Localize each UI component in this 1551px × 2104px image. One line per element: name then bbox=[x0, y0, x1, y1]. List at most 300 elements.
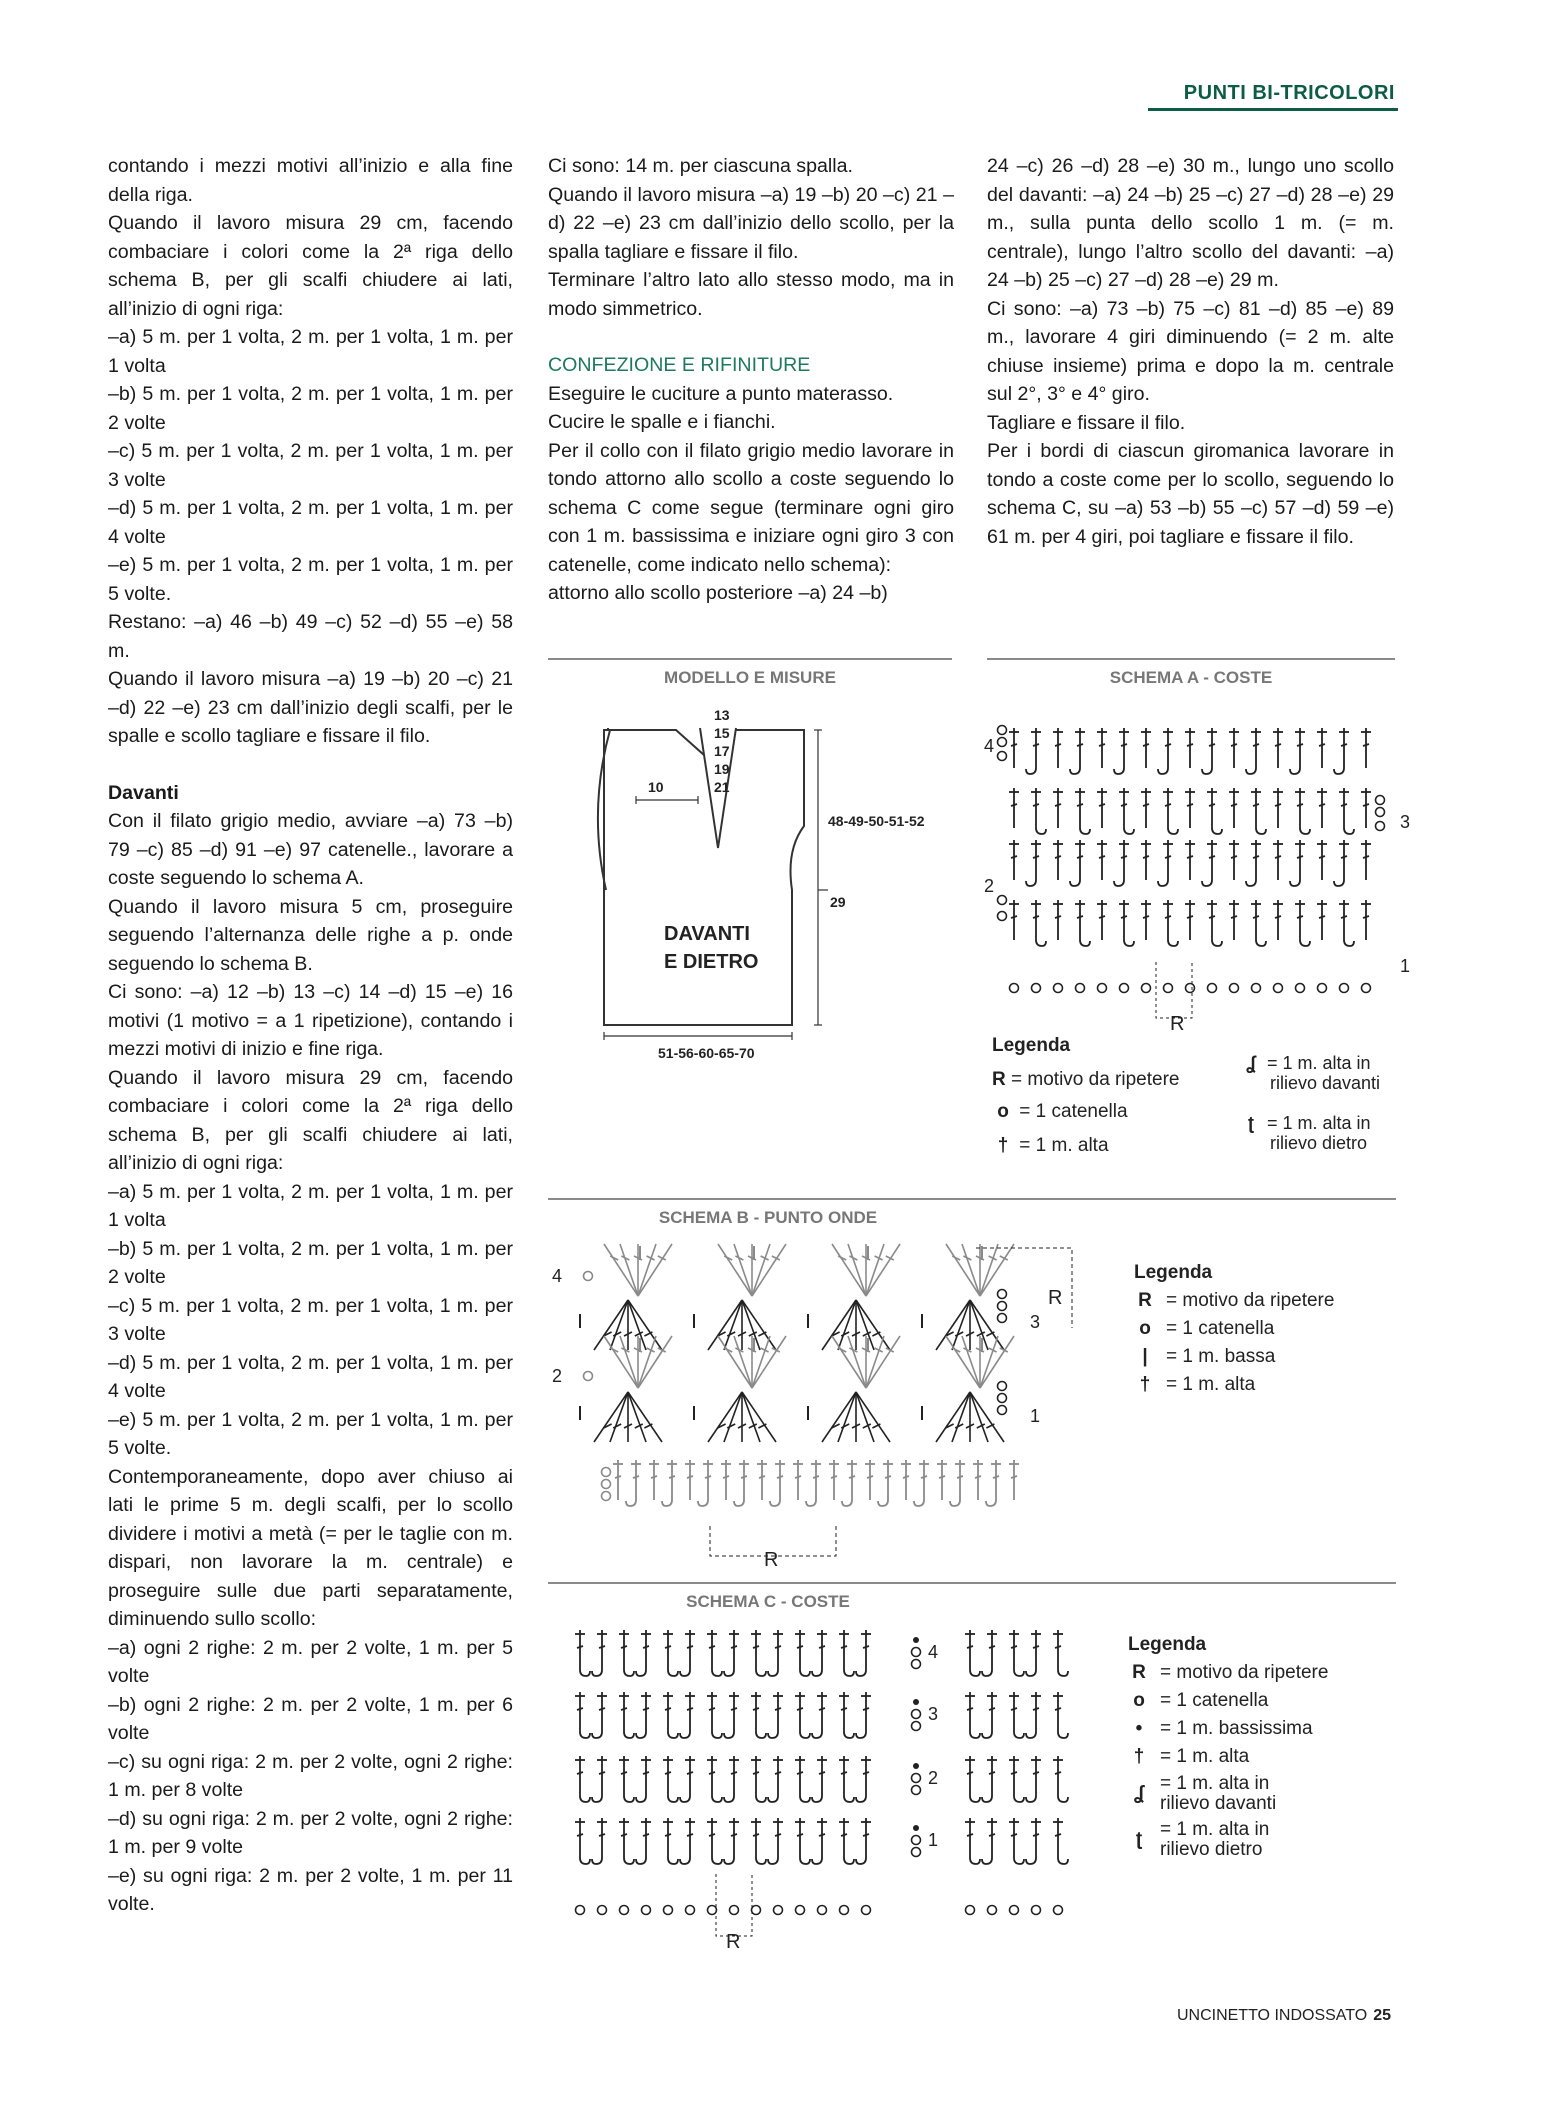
double-crochet-symbol bbox=[662, 1460, 677, 1506]
double-crochet-symbol bbox=[1317, 840, 1327, 880]
section-title: PUNTI BI-TRICOLORI bbox=[1183, 82, 1395, 104]
section-title-rule bbox=[1148, 108, 1398, 111]
double-crochet-symbol bbox=[721, 1460, 731, 1500]
double-crochet-symbol bbox=[1026, 728, 1041, 774]
chain-symbol bbox=[998, 1394, 1007, 1403]
double-crochet-symbol bbox=[768, 1756, 783, 1802]
legend-title: Legenda bbox=[1128, 1634, 1207, 1655]
double-crochet-icon: † bbox=[1133, 1746, 1145, 1767]
chain-symbol bbox=[1252, 984, 1261, 993]
paragraph: –c) 5 m. per 1 volta, 2 m. per 1 volta, 1 m. per 3 volte bbox=[108, 1294, 513, 1345]
double-crochet-symbol bbox=[1009, 728, 1019, 768]
double-crochet-symbol bbox=[839, 1818, 854, 1864]
double-crochet-symbol bbox=[1053, 788, 1063, 828]
legend-row-dc: † = 1 m. alta bbox=[992, 1135, 1109, 1157]
double-crochet-symbol bbox=[982, 1818, 997, 1864]
chain-symbol bbox=[988, 1906, 997, 1915]
double-crochet-symbol bbox=[1361, 900, 1371, 940]
paragraph: Quando il lavoro misura 5 cm, proseguire seguendo l’alternanza delle righe a p. onde seguendo lo schema B. bbox=[108, 895, 513, 975]
paragraph: –e) su ogni riga: 2 m. per 2 volte, 1 m. per 11 volte. bbox=[108, 1864, 513, 1915]
double-crochet-symbol bbox=[663, 1756, 678, 1802]
text-column-1 bbox=[108, 152, 513, 1919]
chain-symbol bbox=[862, 1906, 871, 1915]
double-crochet-symbol bbox=[1053, 900, 1063, 940]
double-crochet-symbol bbox=[768, 1692, 783, 1738]
double-crochet-symbol bbox=[1246, 728, 1261, 774]
chain-symbol bbox=[1340, 984, 1349, 993]
chain-symbol bbox=[1142, 984, 1151, 993]
paragraph: Contemporaneamente, dopo aver chiuso ai lati le prime 5 m. degli scalfi, per lo scollo dividere i motivi a metà (= per le taglie con m. dispari, non lavorare la m. centrale) e proseguire sulle due parti separatamente, diminuendo sullo scollo: bbox=[108, 1465, 513, 1630]
paragraph: –b) 5 m. per 1 volta, 2 m. per 1 volta, 1 m. per 2 volte bbox=[108, 1237, 513, 1288]
double-crochet-symbol bbox=[1251, 788, 1266, 834]
garment-shape bbox=[604, 730, 804, 1025]
chain-symbol bbox=[598, 1906, 607, 1915]
chain-symbol bbox=[912, 1848, 921, 1857]
piece-label-1: DAVANTI bbox=[664, 923, 750, 945]
double-crochet-symbol bbox=[1158, 728, 1173, 774]
slip-stitch-symbol bbox=[913, 1825, 919, 1831]
double-crochet-symbol bbox=[842, 1460, 857, 1506]
chain-symbol bbox=[998, 912, 1007, 921]
figure-rule bbox=[548, 1198, 1396, 1200]
double-crochet-symbol bbox=[1053, 840, 1063, 880]
double-crochet-symbol bbox=[1031, 900, 1046, 946]
double-crochet-symbol bbox=[1097, 728, 1107, 768]
schema-c-chart bbox=[560, 1620, 1120, 1953]
double-crochet-symbol bbox=[1317, 728, 1327, 768]
paragraph: –e) 5 m. per 1 volta, 2 m. per 1 volta, 1 m. per 5 volte. bbox=[108, 554, 513, 605]
chain-symbol bbox=[708, 1906, 717, 1915]
double-crochet-symbol bbox=[1163, 788, 1178, 834]
fan-motif bbox=[822, 1392, 890, 1442]
chain-symbol bbox=[774, 1906, 783, 1915]
chain-symbol bbox=[620, 1906, 629, 1915]
schema-b-chart bbox=[548, 1236, 1108, 1571]
fan-motif bbox=[604, 1336, 672, 1388]
paragraph: Quando il lavoro misura –a) 19 –b) 20 –c) 21 –d) 22 –e) 23 cm dall’inizio dello scollo, per la spalla tagliare e fissare il filo. bbox=[548, 183, 954, 263]
legend-row-dc: † = 1 m. alta bbox=[1134, 1374, 1394, 1396]
legend-row-fpdc: ʆ = 1 m. alta in rilievo davanti bbox=[1128, 1774, 1388, 1814]
row-number: 3 bbox=[928, 1704, 939, 1724]
double-crochet-symbol bbox=[707, 1630, 722, 1676]
chain-symbol bbox=[584, 1272, 593, 1281]
double-crochet-symbol bbox=[965, 1756, 980, 1802]
double-crochet-symbol bbox=[1202, 728, 1217, 774]
chain-symbol bbox=[602, 1468, 611, 1477]
double-crochet-symbol bbox=[575, 1756, 590, 1802]
double-crochet-symbol bbox=[724, 1630, 739, 1676]
paragraph: Con il filato grigio medio, avviare –a) 73 –b) 79 –c) 85 –d) 91 –e) 97 catenelle., lavorare a coste seguendo lo schema A. bbox=[108, 810, 513, 889]
double-crochet-symbol bbox=[680, 1818, 695, 1864]
chain-symbol bbox=[912, 1836, 921, 1845]
legend-row-bpdc: ʈ = 1 m. alta in rilievo dietro bbox=[1128, 1820, 1388, 1860]
double-crochet-symbol bbox=[795, 1630, 810, 1676]
height-body-label: 29 bbox=[830, 894, 846, 910]
neck-label-5: 21 bbox=[714, 779, 730, 795]
paragraph: Ci sono: –a) 73 –b) 75 –c) 81 –d) 85 –e) 89 m., lavorare 4 giri diminuendo (= 2 m. alte chiuse insieme) prima e dopo la m. centrale sul 2°, 3° e 4° giro. bbox=[987, 297, 1394, 405]
double-crochet-symbol bbox=[1229, 900, 1239, 940]
double-crochet-symbol bbox=[1229, 728, 1239, 768]
double-crochet-symbol bbox=[1141, 840, 1151, 880]
paragraph: Ci sono: –a) 12 –b) 13 –c) 14 –d) 15 –e) 16 motivi (1 motivo = a 1 ripetizione), contando i mezzi motivi di inizio e fine riga. bbox=[108, 981, 513, 1060]
double-crochet-symbol bbox=[680, 1756, 695, 1802]
double-crochet-symbol bbox=[806, 1460, 821, 1506]
double-crochet-symbol bbox=[707, 1756, 722, 1802]
double-crochet-symbol bbox=[663, 1818, 678, 1864]
row-number: 4 bbox=[984, 736, 995, 756]
double-crochet-symbol bbox=[1207, 788, 1222, 834]
double-crochet-symbol bbox=[685, 1460, 695, 1500]
paragraph: Per i bordi di ciascun giromanica lavorare in tondo a coste come per lo scollo, seguendo lo schema C, su –a) 53 –b) 55 –c) 57 –d) 59 –e) 61 m. per 4 giri, poi tagliare e fissare il filo. bbox=[987, 440, 1394, 548]
double-crochet-symbol bbox=[839, 1756, 854, 1802]
legend-row-sc: | = 1 m. bassa bbox=[1134, 1346, 1394, 1368]
page-footer bbox=[1177, 2007, 1391, 2025]
double-crochet-symbol bbox=[965, 1630, 980, 1676]
chain-symbol bbox=[1120, 984, 1129, 993]
chain-symbol bbox=[576, 1906, 585, 1915]
double-crochet-symbol bbox=[680, 1630, 695, 1676]
paragraph: –b) ogni 2 righe: 2 m. per 2 volte, 1 m. per 6 volte bbox=[108, 1693, 513, 1744]
double-crochet-symbol bbox=[734, 1460, 749, 1506]
double-crochet-symbol bbox=[839, 1630, 854, 1676]
paragraph: –d) 5 m. per 1 volta, 2 m. per 1 volta, 1 m. per 4 volte bbox=[108, 497, 513, 548]
double-crochet-symbol bbox=[1119, 900, 1134, 946]
legend-title: Legenda bbox=[992, 1035, 1071, 1056]
double-crochet-symbol bbox=[663, 1692, 678, 1738]
paragraph: Terminare l’altro lato allo stesso modo, ma in modo simmetrico. bbox=[548, 269, 954, 320]
chain-symbol bbox=[912, 1722, 921, 1731]
double-crochet-symbol bbox=[1009, 1692, 1024, 1738]
text-column-2 bbox=[548, 152, 954, 608]
double-crochet-symbol bbox=[856, 1756, 871, 1802]
double-crochet-symbol bbox=[812, 1630, 827, 1676]
double-crochet-symbol bbox=[1097, 900, 1107, 940]
double-crochet-symbol bbox=[575, 1818, 590, 1864]
double-crochet-symbol bbox=[1334, 728, 1349, 774]
fan-motif bbox=[936, 1300, 1004, 1350]
paragraph: –a) 5 m. per 1 volta, 2 m. per 1 volta, 1 m. per 1 volta bbox=[108, 1180, 513, 1231]
double-crochet-symbol bbox=[1053, 1756, 1068, 1802]
double-crochet-symbol bbox=[795, 1818, 810, 1864]
double-crochet-symbol bbox=[878, 1460, 893, 1506]
chain-symbol bbox=[912, 1648, 921, 1657]
double-crochet-symbol bbox=[1009, 1756, 1024, 1802]
double-crochet-symbol bbox=[575, 1630, 590, 1676]
double-crochet-symbol bbox=[1075, 788, 1090, 834]
double-crochet-symbol bbox=[812, 1818, 827, 1864]
double-crochet-symbol bbox=[1361, 728, 1371, 768]
double-crochet-symbol bbox=[1317, 900, 1327, 940]
double-crochet-symbol bbox=[982, 1692, 997, 1738]
double-crochet-symbol bbox=[626, 1460, 641, 1506]
chain-symbol bbox=[912, 1710, 921, 1719]
double-crochet-symbol bbox=[1075, 900, 1090, 946]
paragraph: –d) su ogni riga: 2 m. per 2 volte, ogni 2 righe: 1 m. per 9 volte bbox=[108, 1807, 513, 1858]
chain-symbol bbox=[998, 752, 1007, 761]
double-crochet-symbol bbox=[1114, 728, 1129, 774]
chain-symbol bbox=[584, 1372, 593, 1381]
double-crochet-symbol bbox=[1273, 840, 1283, 880]
double-crochet-symbol bbox=[575, 1692, 590, 1738]
double-crochet-symbol bbox=[1026, 840, 1041, 886]
double-crochet-symbol bbox=[982, 1756, 997, 1802]
double-crochet-symbol bbox=[793, 1460, 803, 1500]
paragraph: Ci sono: 14 m. per ciascuna spalla. bbox=[548, 155, 853, 177]
chain-symbol bbox=[686, 1906, 695, 1915]
legend-row-r: R = motivo da ripetere bbox=[1138, 1290, 1335, 1311]
double-crochet-symbol bbox=[1317, 788, 1327, 828]
chain-symbol bbox=[1376, 822, 1385, 831]
schema-b-legend bbox=[1134, 1262, 1394, 1442]
paragraph: –a) 5 m. per 1 volta, 2 m. per 1 volta, 1 m. per 1 volta bbox=[108, 326, 513, 377]
legend-row-r: R = motivo da ripetere bbox=[992, 1069, 1180, 1090]
fan-motif bbox=[718, 1244, 786, 1296]
row-number: 3 bbox=[1030, 1312, 1041, 1332]
double-crochet-symbol bbox=[1334, 840, 1349, 886]
paragraph: Eseguire le cuciture a punto materasso. bbox=[548, 382, 894, 405]
front-post-icon: ʆ bbox=[1133, 1783, 1145, 1804]
fan-motif bbox=[946, 1244, 1014, 1296]
legend-row-r: R = motivo da ripetere bbox=[1132, 1662, 1329, 1683]
paragraph: –b) 5 m. per 1 volta, 2 m. per 1 volta, 1 m. per 2 volte bbox=[108, 383, 513, 434]
double-crochet-symbol bbox=[856, 1630, 871, 1676]
row-number: 4 bbox=[552, 1266, 563, 1286]
double-crochet-symbol bbox=[1026, 1630, 1041, 1676]
paragraph: attorno allo scollo posteriore –a) 24 –b) bbox=[548, 582, 888, 604]
chain-symbol bbox=[998, 1382, 1007, 1391]
double-crochet-symbol bbox=[937, 1460, 947, 1500]
chain-symbol bbox=[818, 1906, 827, 1915]
paragraph: –c) 5 m. per 1 volta, 2 m. per 1 volta, 1 m. per 3 volte bbox=[108, 440, 513, 491]
text-column-3 bbox=[987, 152, 1394, 551]
double-crochet-symbol bbox=[724, 1818, 739, 1864]
chain-symbol bbox=[998, 738, 1007, 747]
double-crochet-symbol bbox=[1273, 728, 1283, 768]
slip-stitch-icon: • bbox=[1135, 1718, 1143, 1739]
chain-symbol bbox=[998, 1290, 1007, 1299]
paragraph: Cucire le spalle e i fianchi. bbox=[548, 411, 776, 433]
figure-rule bbox=[987, 658, 1395, 660]
neck-label-1: 13 bbox=[714, 707, 730, 723]
fan-motif bbox=[718, 1336, 786, 1388]
chain-symbol bbox=[602, 1492, 611, 1501]
chain-symbol bbox=[1376, 796, 1385, 805]
legend-row-bpdc: ʈ = 1 m. alta in rilievo dietro bbox=[1240, 1113, 1371, 1153]
double-crochet-symbol bbox=[1290, 728, 1305, 774]
double-crochet-symbol bbox=[1070, 840, 1085, 886]
paragraph: Per il collo con il filato grigio medio lavorare in tondo attorno allo scollo a coste seguendo lo schema C come segue (terminare ogni giro con 1 m. bassissima e iniziare ogni giro 3 con catenelle, come indicato nello schema): bbox=[548, 439, 954, 576]
schema-a-title: SCHEMA A - COSTE bbox=[1109, 668, 1273, 687]
repeat-label: R bbox=[726, 1931, 741, 1953]
double-crochet-symbol bbox=[812, 1756, 827, 1802]
chain-symbol bbox=[602, 1480, 611, 1489]
chain-symbol bbox=[998, 1302, 1007, 1311]
double-crochet-symbol bbox=[592, 1756, 607, 1802]
repeat-label: R bbox=[764, 1549, 779, 1571]
neck-label-3: 17 bbox=[714, 743, 730, 759]
fan-motif bbox=[708, 1300, 776, 1350]
double-crochet-symbol bbox=[1053, 1692, 1068, 1738]
repeat-label: R bbox=[1048, 1287, 1063, 1309]
double-crochet-symbol bbox=[1246, 840, 1261, 886]
chain-symbol bbox=[1032, 984, 1041, 993]
chain-symbol bbox=[1010, 1906, 1019, 1915]
double-crochet-symbol bbox=[751, 1630, 766, 1676]
legend-row-ch: o = 1 catenella bbox=[992, 1101, 1128, 1123]
double-crochet-symbol bbox=[986, 1460, 1001, 1506]
paragraph: Restano: –a) 46 –b) 49 –c) 52 –d) 55 –e) 58 m. bbox=[108, 611, 513, 662]
chain-symbol bbox=[1362, 984, 1371, 993]
double-crochet-symbol bbox=[1229, 788, 1239, 828]
chain-symbol bbox=[912, 1774, 921, 1783]
double-crochet-symbol bbox=[1295, 788, 1310, 834]
double-crochet-symbol bbox=[1141, 900, 1151, 940]
piece-label-2: E DIETRO bbox=[664, 951, 759, 973]
double-crochet-symbol bbox=[649, 1460, 659, 1500]
double-crochet-symbol bbox=[592, 1692, 607, 1738]
paragraph: –c) su ogni riga: 2 m. per 2 volte, ogni 2 righe: 1 m. per 8 volte bbox=[108, 1750, 513, 1801]
double-crochet-symbol bbox=[724, 1692, 739, 1738]
chain-icon: o bbox=[1133, 1690, 1145, 1711]
double-crochet-symbol bbox=[795, 1692, 810, 1738]
double-crochet-icon: † bbox=[997, 1135, 1009, 1156]
double-crochet-symbol bbox=[950, 1460, 965, 1506]
double-crochet-symbol bbox=[768, 1630, 783, 1676]
chain-symbol bbox=[1032, 1906, 1041, 1915]
double-crochet-symbol bbox=[1009, 840, 1019, 880]
chain-symbol bbox=[752, 1906, 761, 1915]
figure-rule bbox=[548, 1582, 1396, 1584]
double-crochet-symbol bbox=[619, 1818, 634, 1864]
schema-a-legend bbox=[992, 1035, 1392, 1175]
double-crochet-symbol bbox=[592, 1818, 607, 1864]
double-crochet-symbol bbox=[1026, 1818, 1041, 1864]
double-crochet-symbol bbox=[1290, 840, 1305, 886]
chain-symbol bbox=[1318, 984, 1327, 993]
double-crochet-symbol bbox=[1158, 840, 1173, 886]
garment-schematic bbox=[548, 700, 952, 1100]
chain-symbol bbox=[912, 1786, 921, 1795]
double-crochet-symbol bbox=[1026, 1692, 1041, 1738]
paragraph: Quando il lavoro misura 29 cm, facendo combaciare i colori come la 2ª riga dello schema B, per gli scalfi chiudere ai lati, all’inizio di ogni riga: bbox=[108, 1066, 513, 1174]
legend-row-fpdc: ʆ = 1 m. alta in rilievo davanti bbox=[1240, 1053, 1380, 1093]
fan-motif bbox=[936, 1392, 1004, 1442]
double-crochet-symbol bbox=[1361, 788, 1371, 828]
back-post-icon: ʈ bbox=[1135, 1829, 1143, 1850]
chain-symbol bbox=[664, 1906, 673, 1915]
modello-title: MODELLO E MISURE bbox=[664, 668, 836, 687]
double-crochet-symbol bbox=[1053, 728, 1063, 768]
chain-symbol bbox=[1376, 808, 1385, 817]
row-number: 1 bbox=[1030, 1406, 1041, 1426]
double-crochet-symbol bbox=[1141, 788, 1151, 828]
chain-symbol bbox=[912, 1660, 921, 1669]
double-crochet-symbol bbox=[914, 1460, 929, 1506]
chain-symbol bbox=[1098, 984, 1107, 993]
chain-symbol bbox=[1010, 984, 1019, 993]
double-crochet-symbol bbox=[663, 1630, 678, 1676]
double-crochet-symbol bbox=[636, 1692, 651, 1738]
double-crochet-symbol bbox=[1009, 1818, 1024, 1864]
legend-row-dc: † = 1 m. alta bbox=[1128, 1746, 1388, 1768]
double-crochet-icon: † bbox=[1139, 1374, 1151, 1395]
double-crochet-symbol bbox=[812, 1692, 827, 1738]
schematic-outline bbox=[604, 728, 804, 1025]
schema-c-title: SCHEMA C - COSTE bbox=[686, 1592, 850, 1611]
double-crochet-symbol bbox=[1097, 840, 1107, 880]
paragraph: contando i mezzi motivi all’inizio e alla fine della riga. bbox=[108, 155, 513, 206]
double-crochet-symbol bbox=[1295, 900, 1310, 946]
slip-stitch-symbol bbox=[913, 1637, 919, 1643]
double-crochet-symbol bbox=[1163, 900, 1178, 946]
fan-motif bbox=[604, 1244, 672, 1296]
double-crochet-symbol bbox=[1229, 840, 1239, 880]
chain-symbol bbox=[1076, 984, 1085, 993]
double-crochet-symbol bbox=[1273, 788, 1283, 828]
double-crochet-symbol bbox=[757, 1460, 767, 1500]
double-crochet-symbol bbox=[1185, 728, 1195, 768]
magazine-name: UNCINETTO INDOSSATO bbox=[1176, 2007, 1368, 2024]
single-crochet-icon: | bbox=[1142, 1346, 1148, 1367]
double-crochet-symbol bbox=[619, 1630, 634, 1676]
paragraph: Quando il lavoro misura –a) 19 –b) 20 –c) 21 –d) 22 –e) 23 cm dall’inizio degli scalfi, per le spalle e scollo tagliare e fissare il filo. bbox=[108, 668, 513, 747]
chain-symbol bbox=[1054, 1906, 1063, 1915]
chain-symbol bbox=[1274, 984, 1283, 993]
double-crochet-symbol bbox=[1053, 1630, 1068, 1676]
double-crochet-symbol bbox=[982, 1630, 997, 1676]
legend-row-ss: • = 1 m. bassissima bbox=[1128, 1718, 1388, 1740]
double-crochet-symbol bbox=[1202, 840, 1217, 886]
chain-symbol bbox=[998, 726, 1007, 735]
double-crochet-symbol bbox=[636, 1756, 651, 1802]
chain-symbol bbox=[1208, 984, 1217, 993]
double-crochet-symbol bbox=[1031, 788, 1046, 834]
schema-c-legend bbox=[1128, 1634, 1388, 1934]
double-crochet-symbol bbox=[965, 1692, 980, 1738]
height-total-label: 48-49-50-51-52 bbox=[828, 813, 925, 829]
fan-motif bbox=[594, 1300, 662, 1350]
double-crochet-symbol bbox=[1070, 728, 1085, 774]
chain-symbol bbox=[642, 1906, 651, 1915]
paragraph: –d) 5 m. per 1 volta, 2 m. per 1 volta, 1 m. per 4 volte bbox=[108, 1351, 513, 1402]
chain-symbol bbox=[840, 1906, 849, 1915]
row-number: 1 bbox=[1400, 956, 1411, 976]
double-crochet-symbol bbox=[707, 1692, 722, 1738]
chain-symbol bbox=[966, 1906, 975, 1915]
chain-symbol bbox=[1186, 984, 1195, 993]
double-crochet-symbol bbox=[1339, 900, 1354, 946]
double-crochet-symbol bbox=[965, 1818, 980, 1864]
double-crochet-symbol bbox=[839, 1692, 854, 1738]
double-crochet-symbol bbox=[901, 1460, 911, 1500]
paragraph: 24 –c) 26 –d) 28 –e) 30 m., lungo uno scollo del davanti: –a) 24 –b) 25 –c) 27 –d) 28 –e) 29 m., sulla punta dello scollo 1 m. (= m. centrale), lungo l’altro scollo del davanti: –a) 24 –b) 25 –c) 27 –d) 28 –e) 29 m. bbox=[987, 155, 1394, 291]
double-crochet-symbol bbox=[1185, 788, 1195, 828]
fan-motif bbox=[832, 1244, 900, 1296]
double-crochet-symbol bbox=[1185, 840, 1195, 880]
chain-symbol bbox=[1296, 984, 1305, 993]
schema-a-chart bbox=[980, 700, 1411, 1035]
double-crochet-symbol bbox=[636, 1630, 651, 1676]
chain-symbol bbox=[998, 1406, 1007, 1415]
width-label: 51-56-60-65-70 bbox=[658, 1045, 755, 1061]
double-crochet-symbol bbox=[1185, 900, 1195, 940]
double-crochet-symbol bbox=[795, 1756, 810, 1802]
double-crochet-symbol bbox=[698, 1460, 713, 1506]
row-number: 3 bbox=[1400, 812, 1411, 832]
double-crochet-symbol bbox=[865, 1460, 875, 1500]
double-crochet-symbol bbox=[1097, 788, 1107, 828]
double-crochet-symbol bbox=[1251, 900, 1266, 946]
